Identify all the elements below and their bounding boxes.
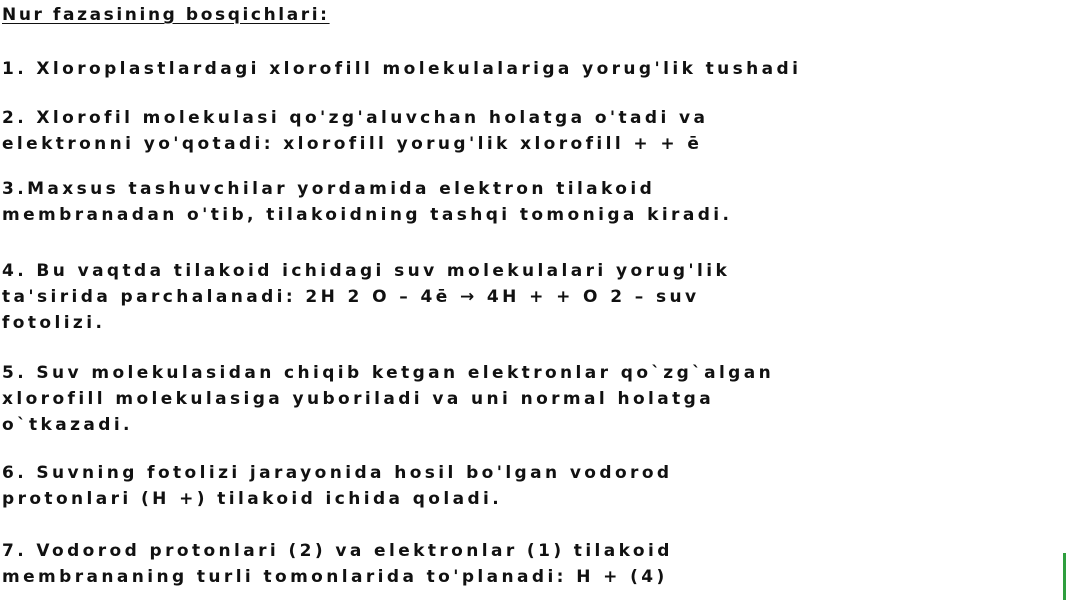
step-4 (2, 258, 730, 336)
step-2 (2, 105, 708, 157)
step-6-line-1: 6. Suvning fotolizi jarayonida hosil bo'lgan vodorod (2, 463, 673, 483)
step-4-line-2: ta'sirida parchalanadi: 2H 2 O – 4ē → 4H + + O 2 – suv (2, 287, 700, 307)
step-5 (2, 360, 774, 438)
step-4-line-3: fotolizi. (2, 313, 106, 333)
step-1-line-1: 1. Xloroplastlardagi xlorofill molekulalariga yorug'lik tushadi (2, 59, 802, 79)
step-5-line-1: 5. Suv molekulasidan chiqib ketgan elektronlar qo`zg`algan (2, 363, 775, 383)
step-6 (2, 460, 672, 512)
step-6-line-2: protonlari (H +) tilakoid ichida qoladi. (2, 489, 503, 509)
step-3-line-1: 3.Maxsus tashuvchilar yordamida elektron tilakoid (2, 179, 656, 199)
step-3-line-2: membranadan o'tib, tilakoidning tashqi tomoniga kiradi. (2, 205, 733, 225)
step-3 (2, 176, 732, 228)
page-title: Nur fazasining bosqichlari: (2, 5, 330, 25)
step-5-line-2: xlorofill molekulasiga yuboriladi va uni normal holatga (2, 389, 715, 409)
step-4-line-1: 4. Bu vaqtda tilakoid ichidagi suv molekulalari yorug'lik (2, 261, 731, 281)
accent-bar (1063, 553, 1066, 600)
step-5-line-3: o`tkazadi. (2, 415, 133, 435)
step-2-line-1: 2. Xlorofil molekulasi qo'zg'aluvchan holatga o'tadi va (2, 108, 709, 128)
step-7 (2, 538, 673, 590)
step-7-line-2: membrananing turli tomonlarida to'planadi: H + (4) (2, 567, 668, 587)
step-1 (2, 56, 801, 82)
step-7-line-1: 7. Vodorod protonlari (2) va elektronlar (1) tilakoid (2, 541, 673, 561)
step-2-line-2: elektronni yo'qotadi: xlorofill yorug'lik xlorofill + + ē (2, 134, 703, 154)
